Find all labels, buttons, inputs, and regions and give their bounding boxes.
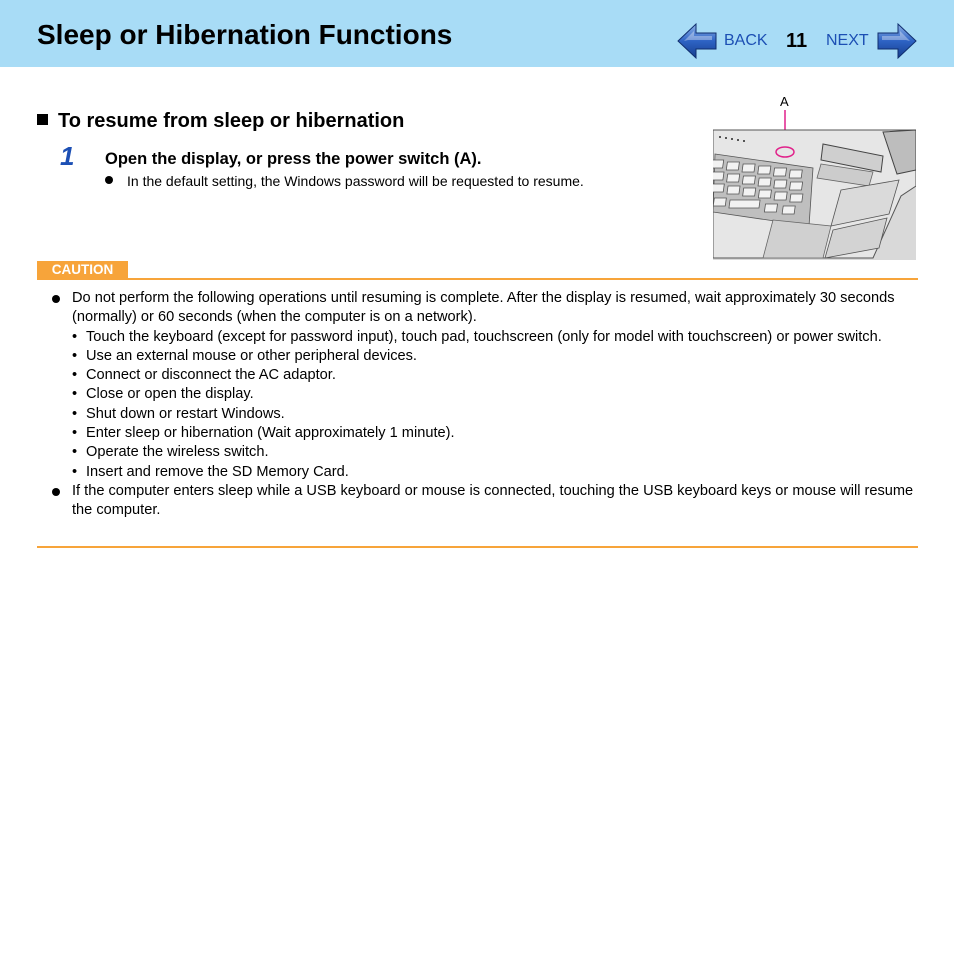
- page-title: Sleep or Hibernation Functions: [37, 19, 453, 50]
- caution-item-text: If the computer enters sleep while a USB keyboard or mouse is connected, touching the USB keyboard keys or mouse will resume the computer.: [72, 482, 914, 519]
- page-number: 11: [786, 30, 808, 52]
- bullet-dot-icon: [52, 488, 60, 496]
- caution-bottom-divider: [37, 546, 918, 548]
- step-note-text: In the default setting, the Windows password will be requested to resume.: [127, 173, 584, 189]
- caution-subitem: • Use an external mouse or other peripheral devices.: [72, 347, 917, 366]
- next-link[interactable]: NEXT: [826, 32, 869, 49]
- caution-subitem: • Insert and remove the SD Memory Card.: [72, 463, 917, 482]
- caution-subitem: • Shut down or restart Windows.: [72, 405, 917, 424]
- figure-label: A: [780, 94, 789, 109]
- section-heading: [37, 108, 404, 134]
- caution-item-text: Do not perform the following operations until resuming is complete. After the display is resumed, wait approximately 30 seconds (normally) or 60 seconds (when the computer is on a network).: [72, 290, 895, 326]
- bullet-dot-icon: [105, 176, 113, 184]
- next-arrow-icon[interactable]: [876, 22, 918, 60]
- step-number: 1: [60, 141, 75, 171]
- caution-sublist: [72, 328, 917, 482]
- caution-subitem: • Connect or disconnect the AC adaptor.: [72, 366, 917, 385]
- caution-top-divider: [37, 278, 918, 280]
- caution-subitem: • Touch the keyboard (except for password input), touch pad, touchscreen (only for model with touchscreen) or power switch.: [72, 328, 917, 347]
- laptop-keyboard-illustration: [713, 108, 916, 260]
- back-arrow-icon[interactable]: [676, 22, 718, 60]
- bullet-dot-icon: [52, 295, 60, 303]
- section-heading-text: To resume from sleep or hibernation: [58, 110, 405, 132]
- square-bullet-icon: [37, 114, 48, 125]
- step-text: Open the display, or press the power switch (A).: [105, 150, 482, 168]
- caution-item: [37, 289, 917, 482]
- caution-label: CAUTION: [37, 261, 128, 279]
- page-header: [0, 0, 954, 67]
- caution-box: [37, 289, 917, 521]
- caution-subitem: • Close or open the display.: [72, 385, 917, 404]
- caution-subitem: • Enter sleep or hibernation (Wait approximately 1 minute).: [72, 424, 917, 443]
- back-link[interactable]: BACK: [724, 32, 768, 49]
- caution-item: [37, 482, 917, 521]
- caution-subitem: • Operate the wireless switch.: [72, 443, 917, 462]
- step-note: [105, 172, 584, 190]
